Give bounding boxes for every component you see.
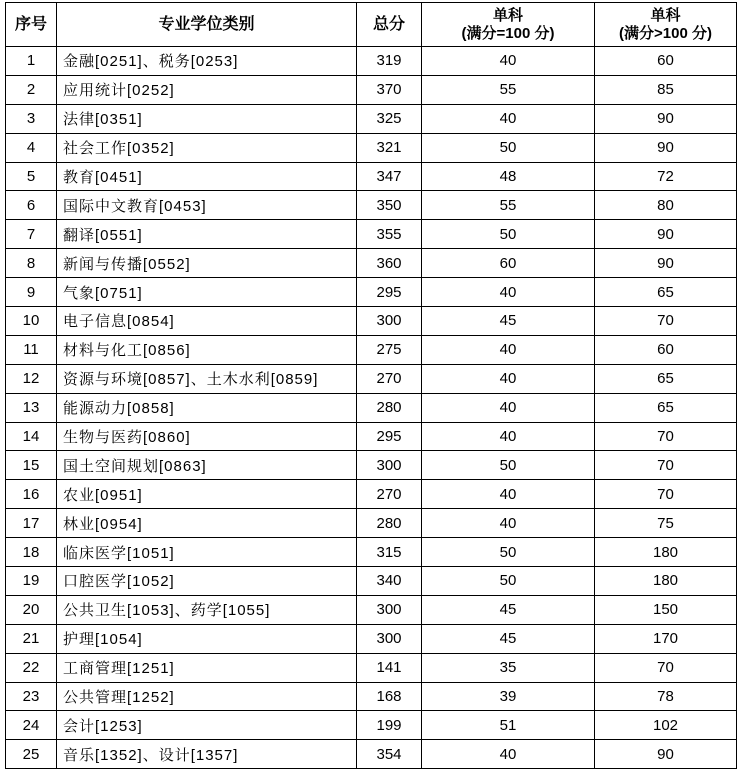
row-category: 社会工作[0352]	[57, 133, 357, 162]
header-row	[6, 3, 737, 47]
table-row	[6, 104, 737, 133]
row-index: 2	[6, 75, 57, 104]
row-single-a: 55	[422, 75, 595, 104]
row-category: 金融[0251]、税务[0253]	[57, 47, 357, 76]
row-index: 20	[6, 595, 57, 624]
row-category: 生物与医药[0860]	[57, 422, 357, 451]
table-row	[6, 653, 737, 682]
row-total: 370	[357, 75, 422, 104]
row-total: 270	[357, 364, 422, 393]
row-single-b: 90	[595, 104, 737, 133]
row-single-b: 90	[595, 133, 737, 162]
row-category: 公共管理[1252]	[57, 682, 357, 711]
row-total: 300	[357, 307, 422, 336]
row-category: 国际中文教育[0453]	[57, 191, 357, 220]
row-single-a: 45	[422, 624, 595, 653]
row-single-a: 40	[422, 393, 595, 422]
table-row	[6, 364, 737, 393]
row-total: 355	[357, 220, 422, 249]
row-index: 14	[6, 422, 57, 451]
row-total: 347	[357, 162, 422, 191]
row-single-a: 50	[422, 451, 595, 480]
row-single-a: 40	[422, 104, 595, 133]
row-single-b: 70	[595, 422, 737, 451]
row-total: 280	[357, 509, 422, 538]
table-row	[6, 682, 737, 711]
row-total: 295	[357, 422, 422, 451]
row-index: 4	[6, 133, 57, 162]
row-total: 340	[357, 567, 422, 596]
row-total: 275	[357, 335, 422, 364]
row-total: 325	[357, 104, 422, 133]
row-index: 12	[6, 364, 57, 393]
header-single-b-title: 单科	[650, 6, 681, 24]
row-category: 能源动力[0858]	[57, 393, 357, 422]
row-single-b: 180	[595, 538, 737, 567]
row-single-a: 50	[422, 220, 595, 249]
row-category: 材料与化工[0856]	[57, 335, 357, 364]
row-single-a: 50	[422, 567, 595, 596]
table-row	[6, 249, 737, 278]
row-single-b: 90	[595, 740, 737, 769]
table-row	[6, 162, 737, 191]
row-category: 音乐[1352]、设计[1357]	[57, 740, 357, 769]
row-index: 6	[6, 191, 57, 220]
header-single-b	[595, 3, 737, 47]
row-total: 354	[357, 740, 422, 769]
row-index: 13	[6, 393, 57, 422]
table-row	[6, 538, 737, 567]
row-category: 国土空间规划[0863]	[57, 451, 357, 480]
row-total: 300	[357, 624, 422, 653]
row-total: 300	[357, 595, 422, 624]
row-single-b: 180	[595, 567, 737, 596]
row-category: 会计[1253]	[57, 711, 357, 740]
row-single-a: 40	[422, 364, 595, 393]
row-single-a: 55	[422, 191, 595, 220]
row-single-a: 39	[422, 682, 595, 711]
row-category: 应用统计[0252]	[57, 75, 357, 104]
header-single-a	[422, 3, 595, 47]
row-single-b: 65	[595, 278, 737, 307]
row-single-b: 170	[595, 624, 737, 653]
row-index: 19	[6, 567, 57, 596]
table-row	[6, 595, 737, 624]
row-index: 11	[6, 335, 57, 364]
row-single-a: 35	[422, 653, 595, 682]
row-single-b: 70	[595, 653, 737, 682]
table-row	[6, 133, 737, 162]
row-single-b: 70	[595, 307, 737, 336]
row-single-b: 70	[595, 480, 737, 509]
row-category: 气象[0751]	[57, 278, 357, 307]
row-single-a: 40	[422, 480, 595, 509]
row-single-b: 60	[595, 335, 737, 364]
row-category: 工商管理[1251]	[57, 653, 357, 682]
row-single-a: 40	[422, 47, 595, 76]
row-total: 280	[357, 393, 422, 422]
row-category: 翻译[0551]	[57, 220, 357, 249]
row-category: 电子信息[0854]	[57, 307, 357, 336]
row-single-a: 40	[422, 740, 595, 769]
row-single-a: 50	[422, 538, 595, 567]
row-category: 临床医学[1051]	[57, 538, 357, 567]
table-row	[6, 624, 737, 653]
row-category: 教育[0451]	[57, 162, 357, 191]
table-row	[6, 393, 737, 422]
row-single-b: 90	[595, 249, 737, 278]
row-index: 7	[6, 220, 57, 249]
row-index: 8	[6, 249, 57, 278]
row-category: 林业[0954]	[57, 509, 357, 538]
row-category: 口腔医学[1052]	[57, 567, 357, 596]
row-single-b: 90	[595, 220, 737, 249]
row-single-a: 45	[422, 307, 595, 336]
header-single-a-title: 单科	[492, 6, 523, 24]
row-single-b: 80	[595, 191, 737, 220]
row-single-a: 40	[422, 335, 595, 364]
row-single-b: 65	[595, 393, 737, 422]
row-single-b: 60	[595, 47, 737, 76]
row-single-a: 60	[422, 249, 595, 278]
row-index: 17	[6, 509, 57, 538]
row-category: 农业[0951]	[57, 480, 357, 509]
row-index: 1	[6, 47, 57, 76]
row-single-b: 65	[595, 364, 737, 393]
header-index: 序号	[6, 3, 57, 47]
table-row	[6, 75, 737, 104]
row-single-b: 72	[595, 162, 737, 191]
row-category: 新闻与传播[0552]	[57, 249, 357, 278]
row-index: 16	[6, 480, 57, 509]
row-total: 141	[357, 653, 422, 682]
table-row	[6, 47, 737, 76]
row-total: 300	[357, 451, 422, 480]
row-index: 23	[6, 682, 57, 711]
row-index: 21	[6, 624, 57, 653]
row-single-a: 40	[422, 278, 595, 307]
row-index: 15	[6, 451, 57, 480]
table-row	[6, 451, 737, 480]
row-total: 168	[357, 682, 422, 711]
row-index: 18	[6, 538, 57, 567]
row-single-a: 45	[422, 595, 595, 624]
row-single-b: 150	[595, 595, 737, 624]
row-total: 319	[357, 47, 422, 76]
table-row	[6, 278, 737, 307]
row-total: 315	[357, 538, 422, 567]
table-row	[6, 509, 737, 538]
row-category: 护理[1054]	[57, 624, 357, 653]
row-category: 法律[0351]	[57, 104, 357, 133]
row-single-a: 51	[422, 711, 595, 740]
table-row	[6, 191, 737, 220]
row-total: 360	[357, 249, 422, 278]
row-single-a: 50	[422, 133, 595, 162]
row-category: 公共卫生[1053]、药学[1055]	[57, 595, 357, 624]
row-single-a: 40	[422, 422, 595, 451]
row-index: 25	[6, 740, 57, 769]
header-single-b-sub: (满分>100 分)	[619, 24, 712, 42]
row-index: 5	[6, 162, 57, 191]
row-single-b: 78	[595, 682, 737, 711]
header-category: 专业学位类别	[57, 3, 357, 47]
row-total: 350	[357, 191, 422, 220]
table-row	[6, 480, 737, 509]
table-row	[6, 422, 737, 451]
table-row	[6, 711, 737, 740]
table-row	[6, 740, 737, 769]
row-total: 270	[357, 480, 422, 509]
score-table	[5, 2, 737, 769]
row-index: 3	[6, 104, 57, 133]
row-single-b: 75	[595, 509, 737, 538]
row-index: 10	[6, 307, 57, 336]
row-category: 资源与环境[0857]、土木水利[0859]	[57, 364, 357, 393]
header-total: 总分	[357, 3, 422, 47]
table-row	[6, 335, 737, 364]
row-total: 321	[357, 133, 422, 162]
row-single-a: 40	[422, 509, 595, 538]
row-total: 199	[357, 711, 422, 740]
row-single-b: 102	[595, 711, 737, 740]
row-index: 24	[6, 711, 57, 740]
row-index: 22	[6, 653, 57, 682]
table-row	[6, 307, 737, 336]
header-single-a-sub: (满分=100 分)	[461, 24, 555, 42]
row-index: 9	[6, 278, 57, 307]
row-single-a: 48	[422, 162, 595, 191]
row-single-b: 85	[595, 75, 737, 104]
row-single-b: 70	[595, 451, 737, 480]
table-row	[6, 220, 737, 249]
table-row	[6, 567, 737, 596]
row-total: 295	[357, 278, 422, 307]
